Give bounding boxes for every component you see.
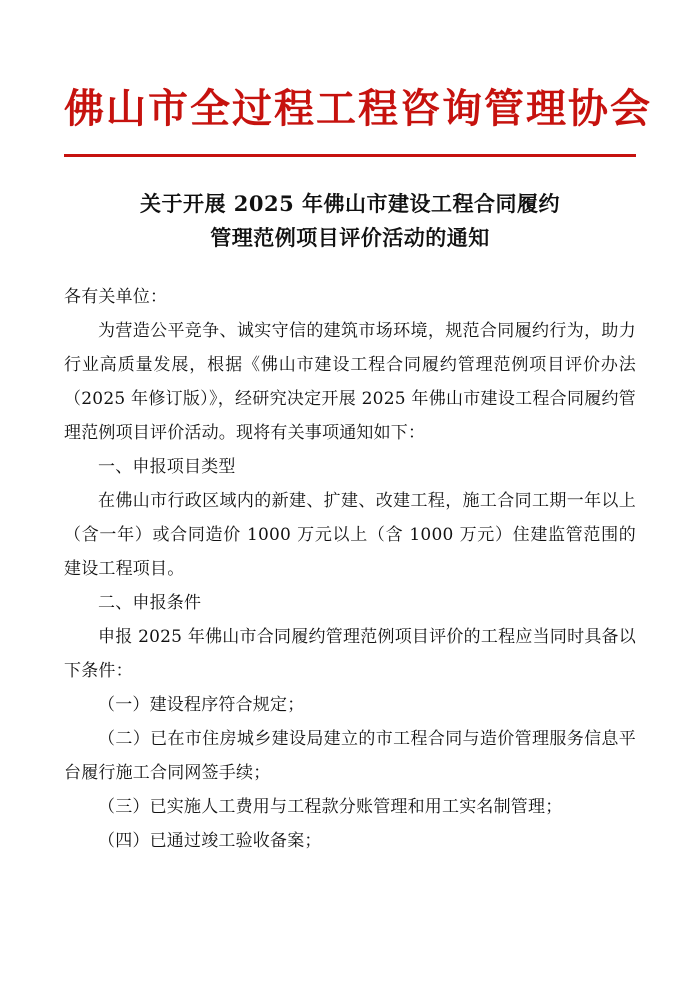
document-title-line-1: 关于开展 2025 年佛山市建设工程合同履约 <box>139 191 561 216</box>
paragraph-condition-1: （一）建设程序符合规定； <box>98 695 305 716</box>
letterhead-divider <box>64 154 636 157</box>
document-title <box>64 187 636 254</box>
paragraph-condition-4: （四）已通过竣工验收备案； <box>98 831 322 852</box>
paragraph-intro: 为营造公平竞争、诚实守信的建筑市场环境，规范合同履约行为，助力行业高质量发展，根据《佛山市建设工程合同履约管理范例项目评价办法（2025 年修订版）》，经研究决定开展 2025 年佛山市建设工程合同履约管理范例项目评价活动。现将有关事项通知如下： <box>64 321 636 444</box>
letterhead <box>64 0 652 157</box>
paragraph-section-one-body: 在佛山市行政区域内的新建、扩建、改建工程，施工合同工期一年以上（含一年）或合同造价 1000 万元以上（含 1000 万元）住建监管范围的建设工程项目。 <box>64 491 636 580</box>
document-title-line-2: 管理范例项目评价活动的通知 <box>210 224 490 250</box>
paragraph-section-one-heading: 一、申报项目类型 <box>98 457 236 478</box>
paragraph-condition-2: （二）已在市住房城乡建设局建立的市工程合同与造价管理服务信息平台履行施工合同网签手续； <box>64 729 636 784</box>
paragraph-section-two-body: 申报 2025 年佛山市合同履约管理范例项目评价的工程应当同时具备以下条件： <box>64 627 636 682</box>
organization-name: 佛山市全过程工程咨询管理协会 <box>64 85 652 132</box>
paragraph-condition-3: （三）已实施人工费用与工程款分账管理和用工实名制管理； <box>98 797 563 818</box>
paragraph-section-two-heading: 二、申报条件 <box>98 593 202 614</box>
paragraph-salutation: 各有关单位： <box>64 287 168 308</box>
document-body <box>64 280 636 858</box>
